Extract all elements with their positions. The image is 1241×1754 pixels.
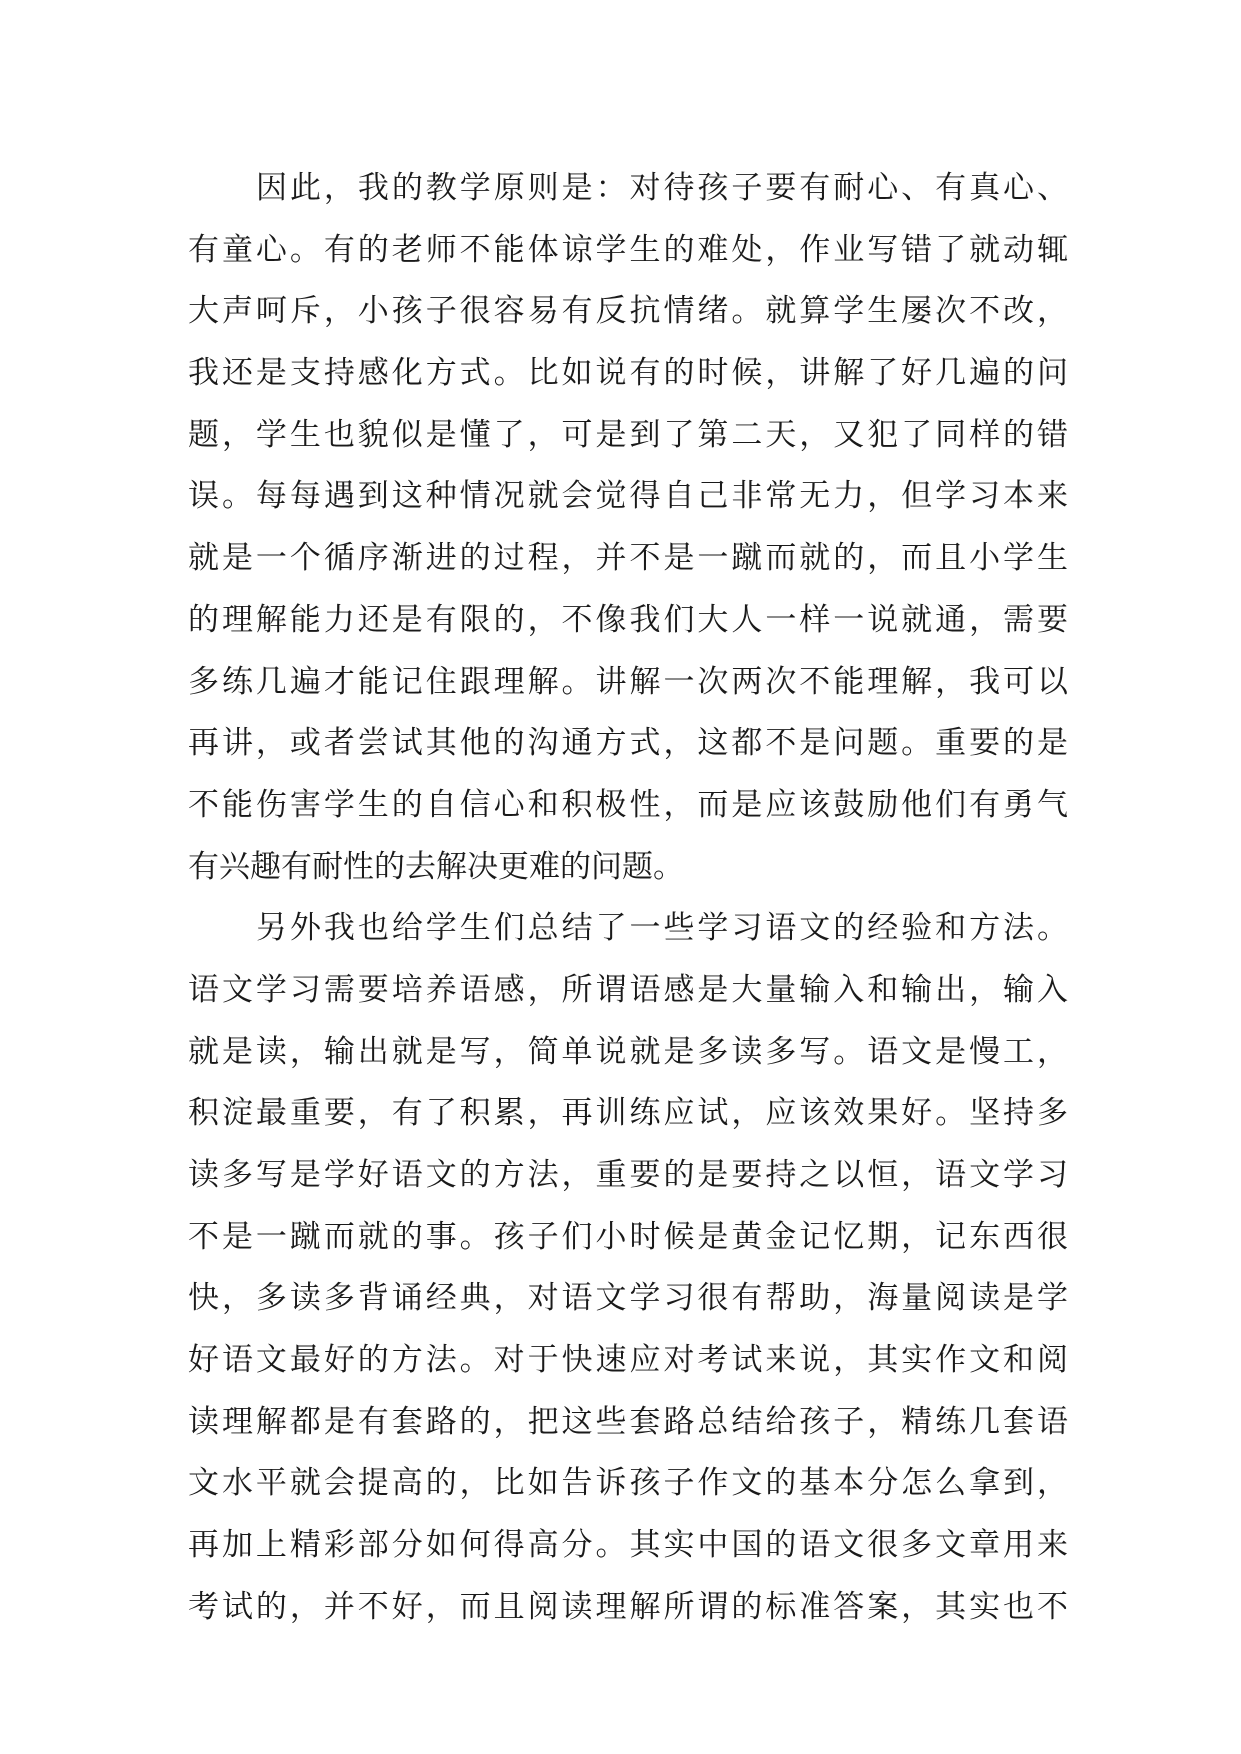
paragraph-1-line-3: 大声呵斥，小孩子很容易有反抗情绪。就算学生屡次不改， xyxy=(188,293,1068,330)
paragraph-2-line-8: 好语文最好的方法。对于快速应对考试来说，其实作文和阅 xyxy=(188,1342,1068,1379)
paragraph-2-line-12: 考试的，并不好，而且阅读理解所谓的标准答案，其实也不 xyxy=(188,1588,1068,1625)
paragraph-2-line-7: 快，多读多背诵经典，对语文学习很有帮助，海量阅读是学 xyxy=(188,1280,1068,1317)
paragraph-1-line-2: 有童心。有的老师不能体谅学生的难处，作业写错了就动辄 xyxy=(188,231,1068,268)
paragraph-1-line-8: 的理解能力还是有限的，不像我们大人一样一说就通，需要 xyxy=(188,601,1068,638)
paragraph-2-line-1: 另外我也给学生们总结了一些学习语文的经验和方法。 xyxy=(256,910,1068,947)
paragraph-2-line-5: 读多写是学好语文的方法，重要的是要持之以恒，语文学习 xyxy=(188,1157,1068,1193)
paragraph-1-line-10: 再讲，或者尝试其他的沟通方式，这都不是问题。重要的是 xyxy=(188,725,1068,762)
paragraph-2-line-9: 读理解都是有套路的，把这些套路总结给孩子，精练几套语 xyxy=(188,1403,1068,1440)
paragraph-1-line-6: 误。每每遇到这种情况就会觉得自己非常无力，但学习本来 xyxy=(188,478,1068,515)
paragraph-1-line-5: 题，学生也貌似是懂了，可是到了第二天，又犯了同样的错 xyxy=(188,416,1068,453)
body-text xyxy=(188,158,1068,1639)
paragraph-2-line-11: 再加上精彩部分如何得高分。其实中国的语文很多文章用来 xyxy=(188,1527,1068,1564)
paragraph-2-line-6: 不是一蹴而就的事。孩子们小时候是黄金记忆期，记东西很 xyxy=(188,1218,1068,1255)
paragraph-1-line-11: 不能伤害学生的自信心和积极性，而是应该鼓励他们有勇气 xyxy=(188,786,1068,823)
paragraph-1-line-7: 就是一个循序渐进的过程，并不是一蹴而就的，而且小学生 xyxy=(188,540,1068,577)
paragraph-2-line-10: 文水平就会提高的，比如告诉孩子作文的基本分怎么拿到， xyxy=(188,1465,1068,1502)
paragraph-2-line-4: 积淀最重要，有了积累，再训练应试，应该效果好。坚持多 xyxy=(188,1095,1068,1132)
paragraph-2-line-3: 就是读，输出就是写，简单说就是多读多写。语文是慢工， xyxy=(188,1033,1068,1070)
paragraph-1-line-12: 有兴趣有耐性的去解决更难的问题。 xyxy=(188,848,684,885)
paragraph-1-line-4: 我还是支持感化方式。比如说有的时候，讲解了好几遍的问 xyxy=(188,355,1068,392)
paragraph-1-line-9: 多练几遍才能记住跟理解。讲解一次两次不能理解，我可以 xyxy=(188,663,1068,700)
paragraph-2-line-2: 语文学习需要培养语感，所谓语感是大量输入和输出，输入 xyxy=(188,971,1068,1008)
paragraph-1-line-1: 因此，我的教学原则是：对待孩子要有耐心、有真心、 xyxy=(256,170,1068,206)
